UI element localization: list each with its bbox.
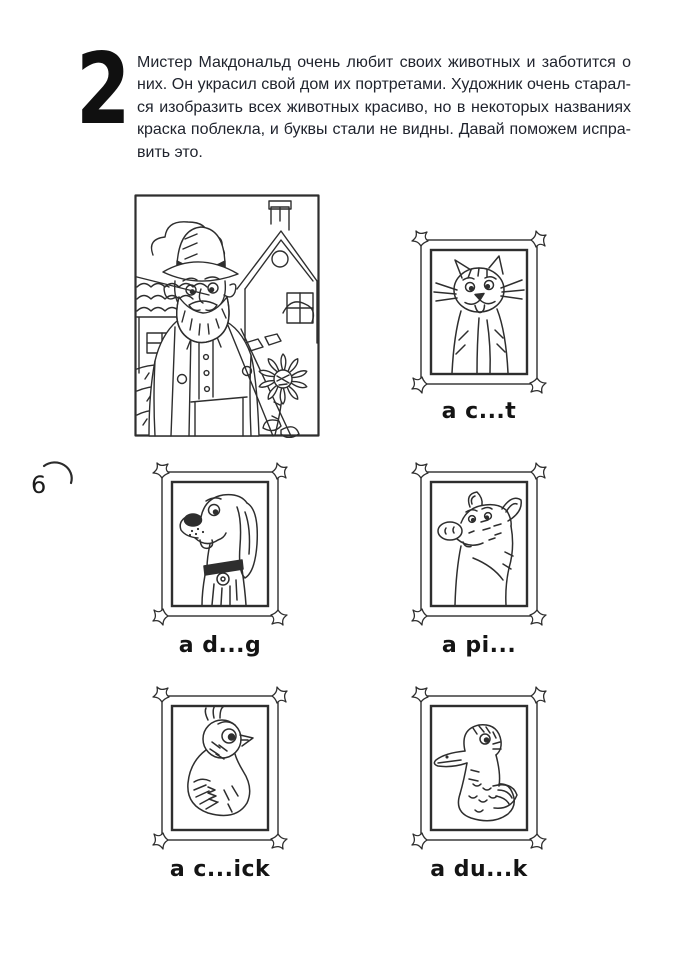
farmer-drawing <box>133 193 321 438</box>
cat-drawing <box>409 228 549 396</box>
pig-drawing <box>409 460 549 628</box>
task-instructions <box>137 52 631 164</box>
caption-cat: a c...t <box>441 399 517 424</box>
portrait-duck <box>409 684 549 852</box>
caption-pig: a pi... <box>441 633 517 658</box>
instruction-line: них. Он украсил свой дом их портретами. Художник очень старал- <box>137 76 631 94</box>
page-number-arc-icon <box>24 456 80 502</box>
portrait-chick <box>150 684 290 852</box>
page-number-badge <box>24 456 80 502</box>
duck-drawing <box>409 684 549 852</box>
dog-drawing <box>150 460 290 628</box>
instruction-line: ся изобразить всех животных красиво, но в некоторых названиях <box>137 98 631 116</box>
page-number: 6 <box>31 471 47 499</box>
instruction-line: краска поблекла, и буквы стали не видны. Давай поможем испра- <box>137 121 631 139</box>
chick-drawing <box>150 684 290 852</box>
task-number: 2 <box>76 33 129 147</box>
caption-dog: a d...g <box>178 633 262 658</box>
portrait-cat <box>409 228 549 396</box>
farmer-portrait <box>133 193 321 438</box>
portrait-pig <box>409 460 549 628</box>
instruction-line: вить это. <box>137 143 203 161</box>
instruction-line: Мистер Макдональд очень любит своих животных и заботится о <box>137 54 631 71</box>
caption-chick: a c...ick <box>169 857 271 882</box>
caption-duck: a du...k <box>430 857 528 882</box>
portrait-dog <box>150 460 290 628</box>
